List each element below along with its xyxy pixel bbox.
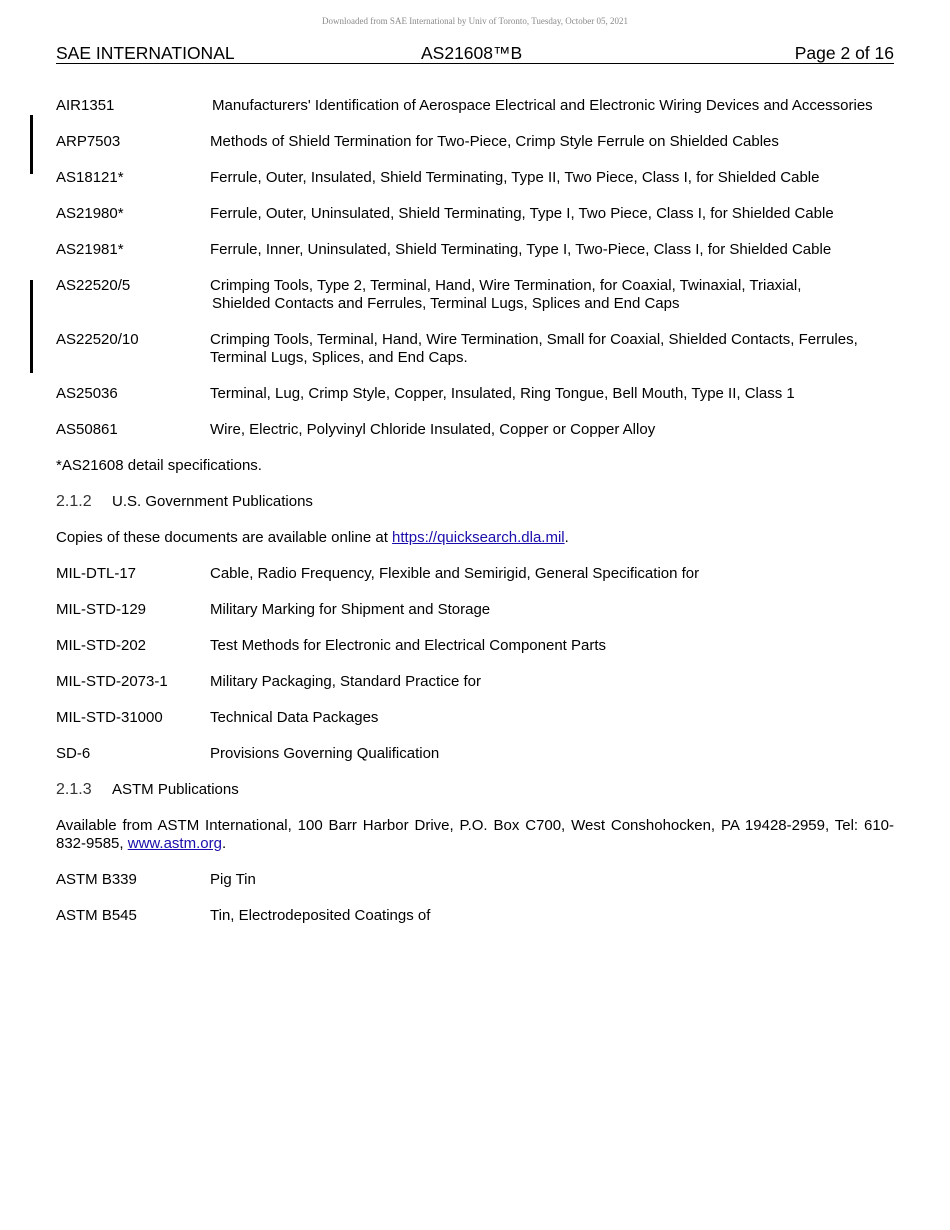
reference-title: Ferrule, Outer, Uninsulated, Shield Terminating, Type I, Two Piece, Class I, for Shielded Cable (210, 205, 834, 222)
reference-code: ASTM B339 (56, 871, 137, 888)
reference-code: AS50861 (56, 421, 118, 438)
reference-title: Methods of Shield Termination for Two-Piece, Crimp Style Ferrule on Shielded Cables (210, 133, 779, 150)
reference-row (56, 97, 894, 115)
reference-code: SD-6 (56, 745, 91, 762)
intro-suffix: . (564, 529, 569, 546)
section-title: ASTM Publications (112, 781, 239, 798)
reference-row (56, 205, 894, 223)
reference-code: MIL-STD-202 (56, 637, 147, 654)
download-watermark: Downloaded from SAE International by Univ of Toronto, Tuesday, October 05, 2021 (321, 16, 629, 26)
page-header (56, 43, 894, 64)
footnote: *AS21608 detail specifications. (56, 457, 262, 474)
section-heading-2-1-3 (56, 781, 894, 799)
reference-title-line-2: Shielded Contacts and Ferrules, Terminal Lugs, Splices and End Caps (212, 295, 680, 312)
reference-code: AS22520/10 (56, 331, 139, 348)
reference-code: ASTM B545 (56, 907, 137, 924)
reference-title: Wire, Electric, Polyvinyl Chloride Insulated, Copper or Copper Alloy (210, 421, 656, 438)
reference-row (56, 169, 894, 187)
header-page-number: Page 2 of 16 (794, 43, 894, 63)
astm-link[interactable]: www.astm.org (127, 835, 222, 852)
reference-title: Tin, Electrodeposited Coatings of (210, 907, 431, 924)
reference-row (56, 277, 894, 313)
reference-row (56, 871, 894, 889)
reference-code: AS22520/5 (56, 277, 131, 294)
reference-title: Military Marking for Shipment and Storage (210, 601, 491, 618)
reference-title: Manufacturers' Identification of Aerospace Electrical and Electronic Wiring Devices and Accessories (212, 97, 873, 114)
reference-code: MIL-STD-129 (56, 601, 147, 618)
section-intro (56, 817, 894, 853)
reference-code: AS25036 (56, 385, 118, 402)
reference-row (56, 421, 894, 439)
reference-row (56, 133, 894, 151)
reference-title (210, 331, 894, 367)
quicksearch-link[interactable]: https://quicksearch.dla.mil (392, 529, 565, 546)
intro-suffix: . (221, 835, 227, 852)
reference-title-line-1: Crimping Tools, Terminal, Hand, Wire Termination, Small for Coaxial, Shielded Contacts, Ferrules, (210, 331, 858, 348)
reference-row (56, 385, 894, 403)
reference-row (56, 637, 894, 655)
reference-code: ARP7503 (56, 133, 121, 150)
reference-title: Cable, Radio Frequency, Flexible and Semirigid, General Specification for (210, 565, 700, 582)
reference-title: Terminal, Lug, Crimp Style, Copper, Insulated, Ring Tongue, Bell Mouth, Type II, Class 1 (210, 385, 795, 402)
reference-row (56, 709, 894, 727)
reference-row (56, 241, 894, 259)
reference-title-line-2: Terminal Lugs, Splices, and End Caps. (210, 349, 468, 366)
section-intro (56, 529, 894, 547)
document-body (56, 97, 894, 943)
intro-text: Available from ASTM International, 100 Barr Harbor Drive, P.O. Box C700, West Conshohocken, PA 19428-2959, Tel: 610-832-9585, (56, 817, 894, 852)
reference-row (56, 601, 894, 619)
reference-title (210, 277, 894, 313)
reference-title: Military Packaging, Standard Practice for (210, 673, 481, 690)
reference-title: Ferrule, Outer, Insulated, Shield Terminating, Type II, Two Piece, Class I, for Shielded Cable (210, 169, 820, 186)
reference-code: MIL-STD-2073-1 (56, 673, 168, 690)
reference-code: AS21980* (56, 205, 124, 222)
section-number: 2.1.3 (56, 781, 92, 798)
revision-bar (30, 115, 33, 174)
reference-title: Pig Tin (210, 871, 256, 888)
revision-bar (30, 280, 33, 373)
reference-code: MIL-STD-31000 (56, 709, 163, 726)
header-doc-number: AS21608™B (421, 43, 523, 63)
reference-title: Technical Data Packages (210, 709, 379, 726)
section-heading-2-1-2 (56, 493, 894, 511)
reference-row (56, 565, 894, 583)
section-number: 2.1.2 (56, 493, 92, 510)
reference-row (56, 673, 894, 691)
section-title: U.S. Government Publications (112, 493, 313, 510)
reference-title: Test Methods for Electronic and Electrical Component Parts (210, 637, 607, 654)
reference-code: AS18121* (56, 169, 124, 186)
reference-title-line-1: Crimping Tools, Type 2, Terminal, Hand, Wire Termination, for Coaxial, Twinaxial, Triaxial, (210, 277, 802, 294)
intro-text: Copies of these documents are available online at (56, 529, 393, 546)
reference-code: AIR1351 (56, 97, 115, 114)
reference-row (56, 907, 894, 925)
reference-title: Ferrule, Inner, Uninsulated, Shield Terminating, Type I, Two-Piece, Class I, for Shielded Cable (210, 241, 832, 258)
reference-row (56, 331, 894, 367)
header-org: SAE INTERNATIONAL (56, 43, 235, 63)
reference-title: Provisions Governing Qualification (210, 745, 440, 762)
reference-code: MIL-DTL-17 (56, 565, 137, 582)
reference-row (56, 745, 894, 763)
reference-code: AS21981* (56, 241, 124, 258)
